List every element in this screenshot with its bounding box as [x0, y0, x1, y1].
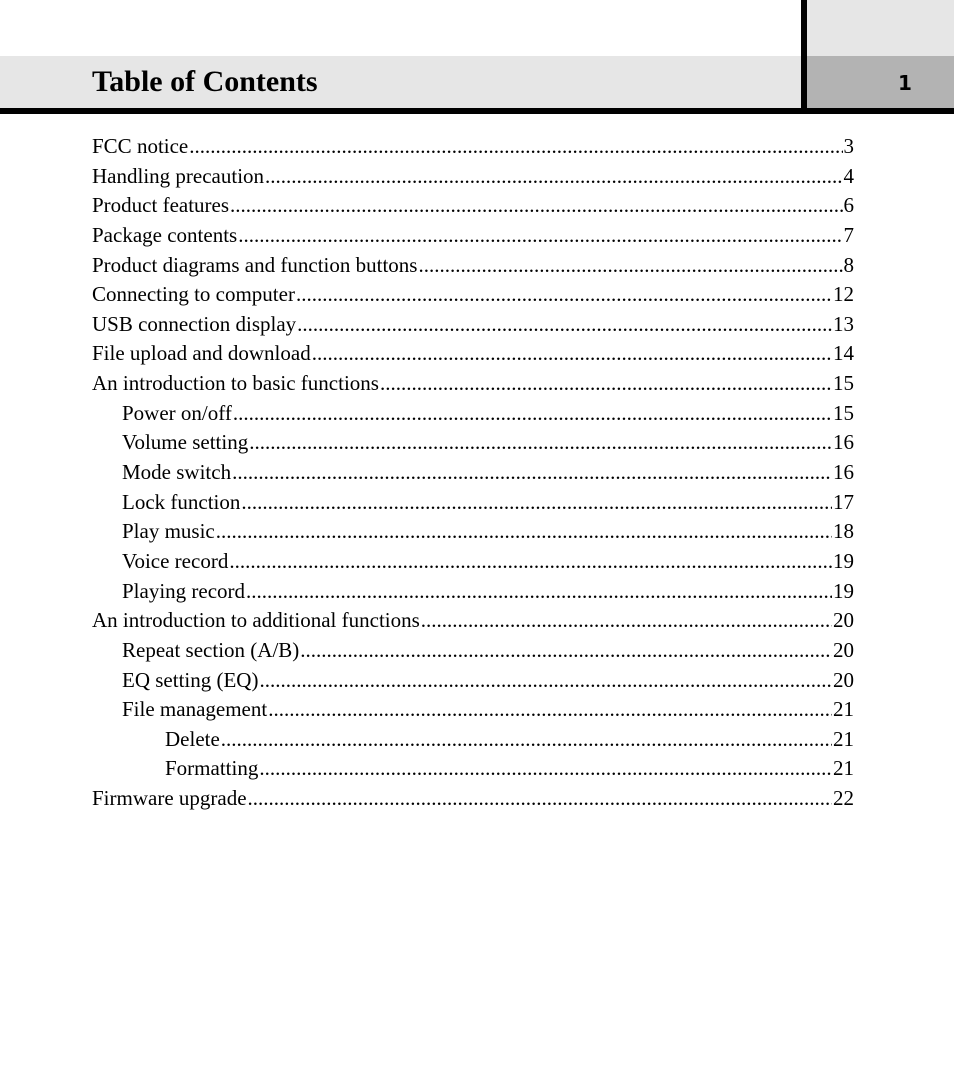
toc-entry-page: 20 [833, 667, 854, 692]
header-rule [0, 108, 954, 114]
page-tab-top [807, 0, 954, 56]
toc-dot-leader [296, 280, 832, 310]
toc-entry-page: 7 [843, 222, 854, 247]
toc-entry-page: 20 [833, 608, 854, 633]
toc-entry-page: 17 [833, 489, 854, 514]
toc-entry[interactable] [92, 369, 854, 399]
toc-dot-leader [259, 666, 832, 696]
toc-dot-leader [297, 310, 832, 340]
toc-dot-leader [233, 399, 832, 429]
toc-entry[interactable] [92, 458, 854, 488]
toc-entry[interactable] [92, 280, 854, 310]
toc-entry-label: Power on/off [122, 400, 232, 425]
toc-entry-label: An introduction to basic functions [92, 371, 379, 396]
toc-entry-label: Lock function [122, 489, 241, 514]
toc-entry[interactable] [92, 488, 854, 518]
toc-entry-page: 16 [833, 460, 854, 485]
page-title: Table of Contents [92, 65, 318, 98]
toc-entry-page: 15 [833, 371, 854, 396]
toc-entry-page: 19 [833, 548, 854, 573]
toc-entry-page: 6 [843, 193, 854, 218]
toc-dot-leader [230, 191, 842, 221]
toc-dot-leader [246, 577, 832, 607]
toc-entry-label: File upload and download [92, 341, 311, 366]
toc-dot-leader [248, 784, 832, 814]
toc-dot-leader [418, 251, 842, 281]
toc-entry[interactable] [92, 725, 854, 755]
toc-entry-page: 22 [833, 786, 854, 811]
toc-entry[interactable] [92, 310, 854, 340]
toc-entry-label: Formatting [165, 756, 259, 781]
toc-entry-label: EQ setting (EQ) [122, 667, 259, 692]
toc-entry[interactable] [92, 517, 854, 547]
toc-entry[interactable] [92, 695, 854, 725]
toc-entry-label: Playing record [122, 578, 246, 603]
toc-dot-leader [268, 695, 832, 725]
toc-entry-label: Product features [92, 193, 230, 218]
toc-entry[interactable] [92, 666, 854, 696]
toc-entry-page: 15 [833, 400, 854, 425]
toc-entry-page: 20 [833, 637, 854, 662]
toc-entry[interactable] [92, 251, 854, 281]
toc-entry-page: 12 [833, 282, 854, 307]
toc-entry-label: FCC notice [92, 134, 189, 158]
toc-entry[interactable] [92, 399, 854, 429]
page-number-tab [807, 56, 954, 108]
toc-entry-label: Mode switch [122, 460, 232, 485]
toc-entry-label: File management [122, 697, 268, 722]
toc-entry-label: Voice record [122, 548, 229, 573]
toc-entry[interactable] [92, 606, 854, 636]
toc-entry-page: 18 [833, 519, 854, 544]
toc-entry[interactable] [92, 577, 854, 607]
toc-entry[interactable] [92, 754, 854, 784]
toc-entry-label: Connecting to computer [92, 282, 295, 307]
toc-entry-label: An introduction to additional functions [92, 608, 420, 633]
toc-entry-label: Product diagrams and function buttons [92, 252, 418, 277]
toc-entry-page: 13 [833, 311, 854, 336]
toc-dot-leader [380, 369, 832, 399]
toc-entry[interactable] [92, 428, 854, 458]
toc-entry-label: Handling precaution [92, 163, 265, 188]
toc-entry-label: Repeat section (A/B) [122, 637, 300, 662]
toc-entry-page: 21 [833, 697, 854, 722]
page-number: 1 [898, 71, 912, 95]
toc-dot-leader [300, 636, 832, 666]
toc-entry[interactable] [92, 784, 854, 814]
toc-dot-leader [421, 606, 832, 636]
header-vertical-rule [801, 0, 807, 110]
toc-entry[interactable] [92, 191, 854, 221]
toc-entry-page: 3 [843, 134, 854, 158]
toc-entry-label: Delete [165, 726, 220, 751]
toc-dot-leader [232, 458, 832, 488]
toc-entry-page: 4 [843, 163, 854, 188]
toc-entry-page: 14 [833, 341, 854, 366]
toc-entry[interactable] [92, 636, 854, 666]
toc-dot-leader [216, 517, 832, 547]
toc-dot-leader [238, 221, 842, 251]
toc-dot-leader [249, 428, 832, 458]
toc-entry-label: Volume setting [122, 430, 249, 455]
toc-entry[interactable] [92, 547, 854, 577]
toc-entry[interactable] [92, 162, 854, 192]
toc-dot-leader [189, 132, 842, 162]
toc-entry-label: Package contents [92, 222, 238, 247]
toc-entry-page: 16 [833, 430, 854, 455]
toc-dot-leader [312, 339, 832, 369]
toc-dot-leader [229, 547, 832, 577]
toc-entry-page: 21 [833, 756, 854, 781]
toc-dot-leader [241, 488, 832, 518]
toc-dot-leader [221, 725, 832, 755]
toc-entry-label: USB connection display [92, 311, 297, 336]
table-of-contents [92, 132, 854, 814]
toc-dot-leader [265, 162, 842, 192]
toc-entry-label: Firmware upgrade [92, 786, 247, 811]
toc-entry-page: 21 [833, 726, 854, 751]
toc-entry-page: 8 [843, 252, 854, 277]
toc-entry[interactable] [92, 339, 854, 369]
toc-entry-page: 19 [833, 578, 854, 603]
toc-dot-leader [259, 754, 832, 784]
toc-entry[interactable] [92, 221, 854, 251]
toc-entry-label: Play music [122, 519, 215, 544]
toc-entry[interactable] [92, 132, 854, 162]
